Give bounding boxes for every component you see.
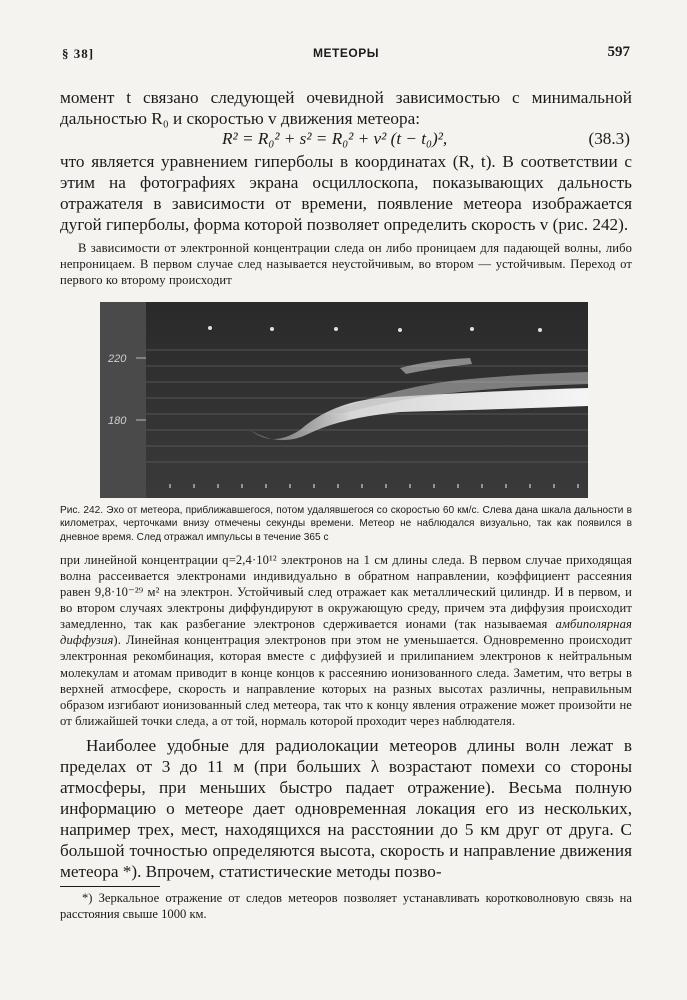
intro-paragraph: момент t связано следующей очевидной зависимостью с минимальной дальностью R₀ и скоростью v движения метеора: [60,88,632,128]
range-label-180: 180 [108,415,127,428]
figure-caption: Рис. 242. Эхо от метеора, приближавшегося, потом удалявшегося со скоростью 60 км/с. Слева дана шкала дальности в километрах, черточками внизу отмечены секунды времени. Метеор не наблюдался визуально, так как появился в дневное время. След отражал импульсы в течение 365 с [60,505,632,543]
running-header [60,44,632,64]
scale-strip [100,302,146,498]
equation-number: (38.3) [588,129,630,148]
oscilloscope-photo [100,302,588,498]
footnote-text: *) Зеркальное отражение от следов метеоров позволяет устанавливать коротковолновую связь на расстояния свыше 1000 км. [60,890,632,921]
section-mark: § 38] [62,46,95,61]
small-paragraph-2 [60,552,632,729]
footnote-block [60,890,632,922]
big-paragraph-2-block [60,735,632,882]
page-number: 597 [607,44,630,60]
small-paragraph-1-block [60,240,632,288]
intro-paragraph-block [60,87,632,129]
small-paragraph-2-block [60,552,632,729]
figure-caption-block [60,504,632,544]
equation-38-3 [60,129,632,151]
range-label-220: 220 [108,353,127,366]
book-page [60,44,632,922]
big-paragraph-2: Наиболее удобные для радиолокации метеоров длины волн лежат в пределах от 3 до 11 м (при больших λ возрастают помехи со стороны атмосферы, при меньших быстро падает отражение). Весьма полную информацию о метеоре дает одновременная локация его из нескольких, например трех, мест, находящихся на расстоянии до 5 км друг от друга. С большой точностью определяются высота, скорость и направление движения метеора *). Впрочем, статистические методы позво- [60,735,632,881]
emphasis-ambipolar-diffusion: амбиполярная диффузия [60,617,633,648]
equation-text: R² = R₀² + s² = R₀² + v² (t − t₀)², [222,129,448,148]
running-title: МЕТЕОРЫ [313,46,379,60]
small-paragraph-2-part1: при линейной концентрации q=2,4·10¹² электронов на 1 см длины следа. В первом случае приходящая волна рассеивается электронами индивидуально в обратном направлении, коэффициент рассеяния равен 9,8·10⁻²⁹ м² на электрон. Устойчивый след отражает как металлический цилиндр. И в первом, и во втором случаях электроны диффундируют в окружающую среду, причем эта диффузия происходит замедленно, так как разбегание электронов сдерживается ионами (так называемая [60,552,632,632]
footnote-rule [60,886,160,887]
small-paragraph-1: В зависимости от электронной концентрации следа он либо проницаем для падающей волны, либо непроницаем. В первом случае след называется неустойчивым, во втором — устойчивым. Переход от первого ко второму происходит [60,241,632,288]
figure-242 [60,302,632,498]
after-formula-block [60,151,632,235]
after-formula-paragraph: что является уравнением гиперболы в координатах (R, t). В соответствии с этим на фотографиях экрана осциллоскопа, показывающих дальность отражателя в зависимости от времени, появление метеора изображается дугой гиперболы, форма которой позволяет определить скорость v (рис. 242). [60,152,632,234]
small-paragraph-2-part2: ). Линейная концентрация электронов при этом не уменьшается. Одновременно происходит электронная рекомбинация, которая вместе с диффузией и прилипанием электронов к нейтральным молекулам и атомам приводит в конце концов к рассеянию ионизованного следа. Заметим, что ветры в верхней атмосфере, скорость и направление которых на разных высотах различны, неправильным образом изгибают ионизованный след метеора, так что к концу явления отражение может произойти не от ближайшей точки следа, а от той, нормаль которой проходит через наблюдателя. [60,633,632,728]
